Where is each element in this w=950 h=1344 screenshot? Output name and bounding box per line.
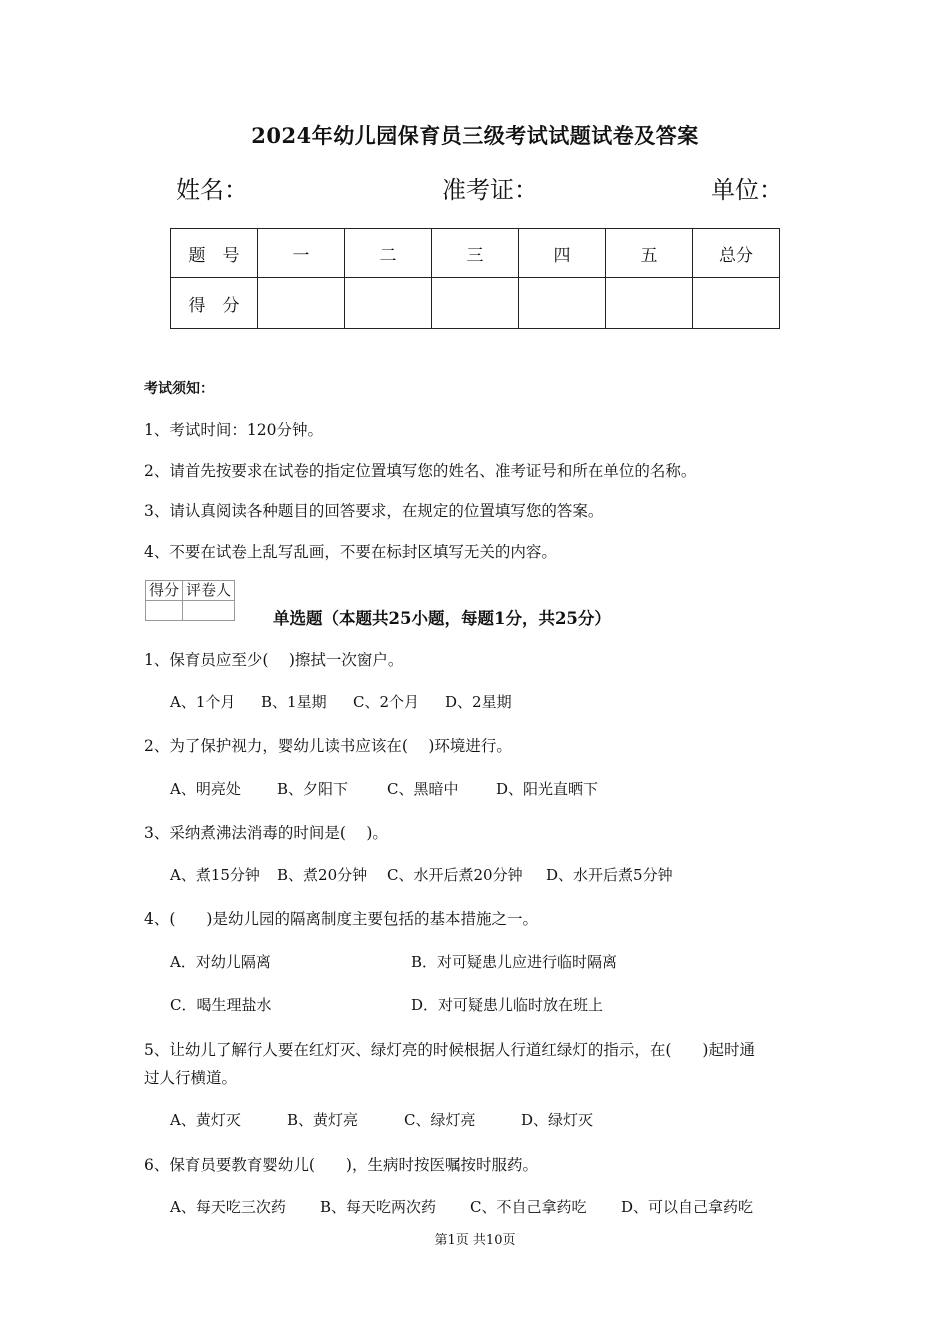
score-table-header-cell: 二 xyxy=(345,229,432,278)
score-cell[interactable] xyxy=(258,278,345,329)
question-option[interactable]: A、明亮处 xyxy=(170,780,241,798)
question-option[interactable]: B、夕阳下 xyxy=(277,780,349,798)
question-option[interactable]: C．喝生理盐水 xyxy=(170,996,272,1014)
question-option[interactable]: A、煮15分钟 xyxy=(170,866,260,884)
score-cell[interactable] xyxy=(345,278,432,329)
notice-item: 1、考试时间：120分钟。 xyxy=(144,421,323,439)
question-option[interactable]: D、2星期 xyxy=(445,693,512,711)
question-stem: 2、为了保护视力，婴幼儿读书应该在( )环境进行。 xyxy=(144,737,512,755)
question-option[interactable]: A．对幼儿隔离 xyxy=(170,953,271,971)
question-option[interactable]: D、阳光直晒下 xyxy=(496,780,599,798)
unit-label: 单位： xyxy=(711,176,783,204)
score-table-header-cell: 一 xyxy=(258,229,345,278)
question-option[interactable]: D、水开后煮5分钟 xyxy=(546,866,673,884)
question-stem: 3、采纳煮沸法消毒的时间是( )。 xyxy=(144,824,388,842)
question-stem: 4、( )是幼儿园的隔离制度主要包括的基本措施之一。 xyxy=(144,910,538,928)
question-option[interactable]: A、黄灯灭 xyxy=(170,1111,241,1129)
grader-box xyxy=(145,580,235,621)
score-cell[interactable] xyxy=(519,278,606,329)
score-table-header-cell: 三 xyxy=(432,229,519,278)
name-label: 姓名： xyxy=(176,176,248,204)
question-stem-continued: 过人行横道。 xyxy=(144,1069,238,1087)
score-table-header-cell: 五 xyxy=(606,229,693,278)
notice-item: 2、请首先按要求在试卷的指定位置填写您的姓名、准考证号和所在单位的名称。 xyxy=(144,462,697,480)
question-option[interactable]: D．对可疑患儿临时放在班上 xyxy=(411,996,604,1014)
question-option[interactable]: C、绿灯亮 xyxy=(404,1111,476,1129)
question-option[interactable]: C、水开后煮20分钟 xyxy=(387,866,523,884)
page-footer: 第1页 共10页 xyxy=(434,1233,516,1248)
question-option[interactable]: B．对可疑患儿应进行临时隔离 xyxy=(411,953,618,971)
question-option[interactable]: D、绿灯灭 xyxy=(521,1111,594,1129)
score-cell[interactable] xyxy=(693,278,780,329)
question-stem: 6、保育员要教育婴幼儿( )，生病时按医嘱按时服药。 xyxy=(144,1156,538,1174)
grader-box-score-cell[interactable] xyxy=(146,601,183,621)
question-option[interactable]: B、每天吃两次药 xyxy=(320,1198,437,1216)
question-option[interactable]: A、每天吃三次药 xyxy=(170,1198,286,1216)
score-table-header-cell: 四 xyxy=(519,229,606,278)
question-option[interactable]: C、不自己拿药吃 xyxy=(470,1198,587,1216)
score-row-label: 得 分 xyxy=(171,278,258,329)
question-stem: 1、保育员应至少( )擦拭一次窗户。 xyxy=(144,651,404,669)
score-table xyxy=(170,228,780,329)
question-option[interactable]: C、2个月 xyxy=(353,693,420,711)
section-title: 单选题（本题共25小题，每题1分，共25分） xyxy=(273,609,611,628)
question-option[interactable]: B、黄灯亮 xyxy=(287,1111,359,1129)
question-option[interactable]: A、1个月 xyxy=(170,693,236,711)
question-option[interactable]: B、1星期 xyxy=(261,693,327,711)
notice-heading: 考试须知： xyxy=(144,381,214,397)
question-option[interactable]: B、煮20分钟 xyxy=(277,866,368,884)
score-cell[interactable] xyxy=(432,278,519,329)
score-table-header-cell: 题 号 xyxy=(171,229,258,278)
grader-box-grader-label: 评卷人 xyxy=(183,581,235,601)
question-option[interactable]: C、黑暗中 xyxy=(387,780,459,798)
score-table-header-row xyxy=(171,229,780,278)
notice-item: 4、不要在试卷上乱写乱画，不要在标封区填写无关的内容。 xyxy=(144,543,557,561)
score-table-score-row xyxy=(171,278,780,329)
notice-item: 3、请认真阅读各种题目的回答要求，在规定的位置填写您的答案。 xyxy=(144,502,604,520)
grader-box-score-label: 得分 xyxy=(146,581,183,601)
grader-box-grader-cell[interactable] xyxy=(183,601,235,621)
page-title: 2024年幼儿园保育员三级考试试题试卷及答案 xyxy=(251,123,699,148)
question-stem: 5、让幼儿了解行人要在红灯灭、绿灯亮的时候根据人行道红绿灯的指示，在( )起时通 xyxy=(144,1041,755,1059)
candidate-info-row xyxy=(0,170,950,204)
score-table-header-cell: 总分 xyxy=(693,229,780,278)
score-cell[interactable] xyxy=(606,278,693,329)
exam-number-label: 准考证： xyxy=(442,176,538,204)
question-option[interactable]: D、可以自己拿药吃 xyxy=(621,1198,754,1216)
